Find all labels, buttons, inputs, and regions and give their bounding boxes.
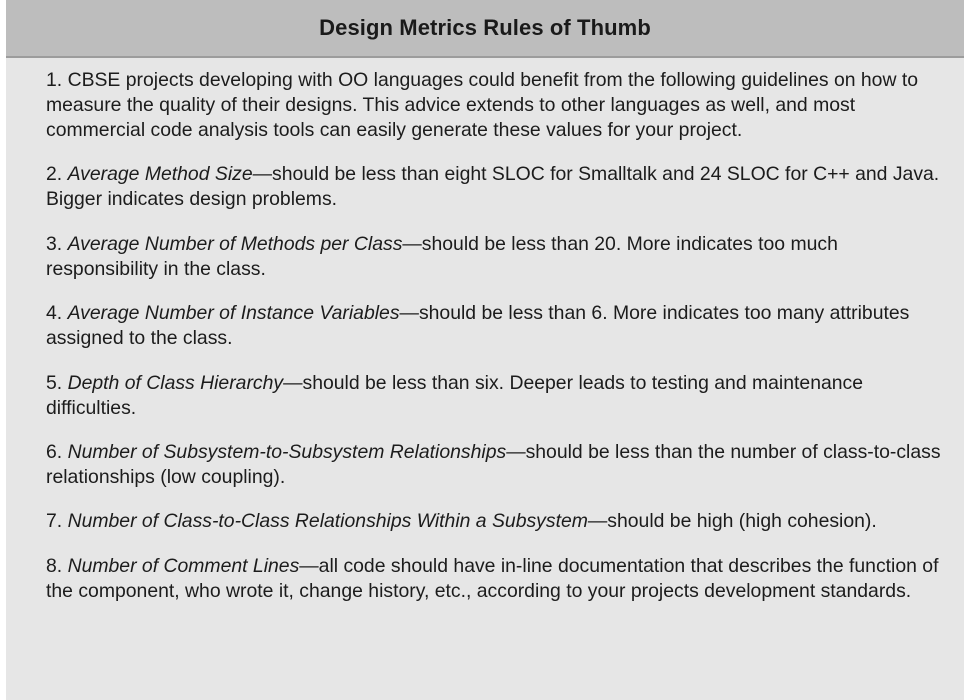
rule-text: —should be high (high cohesion). (587, 510, 877, 533)
rule-number: 5. (46, 371, 63, 394)
rule-text: —should be less than eight SLOC for Smalltalk and 24 SLOC for C++ and Java. Bigger indicates design problems. (46, 163, 940, 211)
rule-number: 2. (46, 163, 63, 186)
rule-number: 1. (46, 69, 63, 91)
rule-text: —should be less than 20. More indicates too much responsibility in the class. (46, 232, 838, 280)
rules-box (6, 0, 964, 700)
rule-item (46, 440, 950, 490)
rule-item (46, 232, 950, 282)
rule-term: Average Number of Instance Variables (67, 302, 400, 325)
rule-number: 7. (46, 510, 63, 533)
title-bar (6, 0, 964, 58)
rule-item (46, 554, 950, 604)
rule-text: —all code should have in-line documentation that describes the function of the component, who wrote it, change history, etc., according to your projects development standards. (46, 554, 939, 602)
rule-text: —should be less than six. Deeper leads to testing and maintenance difficulties. (46, 371, 864, 419)
rule-number: 6. (46, 440, 63, 463)
rule-item (46, 371, 950, 421)
rule-term: Average Method Size (67, 163, 253, 186)
rule-term: Average Number of Methods per Class (67, 232, 403, 255)
rule-item (46, 68, 950, 143)
rule-text: —should be less than 6. More indicates too many attributes assigned to the class. (46, 302, 910, 350)
rule-term: Number of Comment Lines (67, 554, 300, 577)
rule-item (46, 301, 950, 351)
rule-number: 3. (46, 232, 63, 255)
rule-item (46, 509, 950, 534)
rules-list (6, 58, 964, 604)
rule-term: Number of Subsystem-to-Subsystem Relationships (67, 440, 507, 463)
rule-number: 8. (46, 554, 63, 577)
rule-term: Depth of Class Hierarchy (67, 371, 284, 394)
rule-number: 4. (46, 302, 63, 325)
rule-item (46, 162, 950, 212)
rule-term: Number of Class-to-Class Relationships Within a Subsystem (67, 510, 588, 533)
rule-text: CBSE projects developing with OO languages could benefit from the following guidelines on how to measure the quality of their designs. This advice extends to other languages as well, and most commercial code analysis tools can easily generate these values for your project. (46, 69, 919, 141)
box-title: Design Metrics Rules of Thumb (319, 15, 651, 40)
rule-text: —should be less than the number of class-to-class relationships (low coupling). (46, 440, 941, 488)
